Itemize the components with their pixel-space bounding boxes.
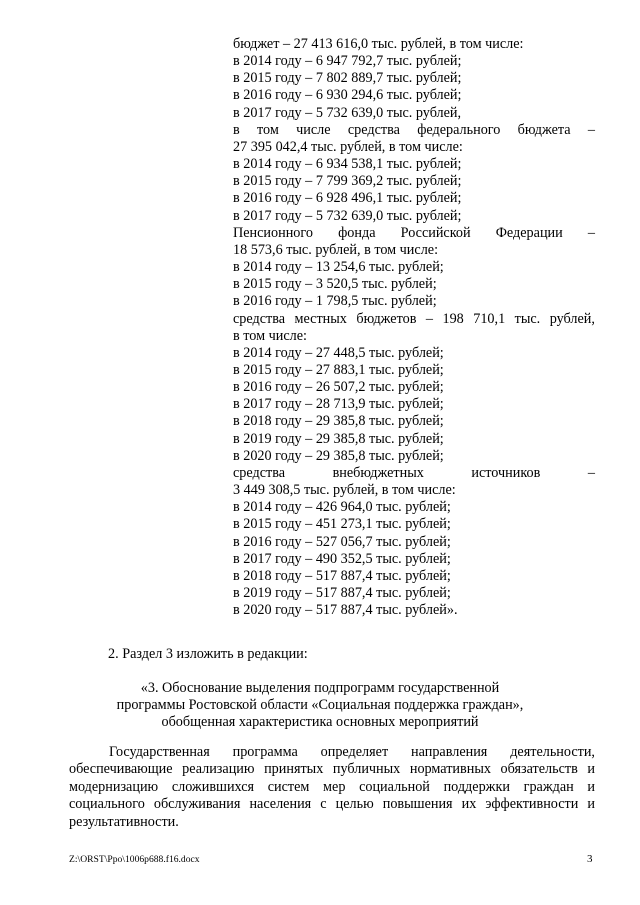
extra-line: в 2016 году – 527 056,7 тыс. рублей; (233, 533, 451, 550)
heading-line: программы Ростовской области «Социальная поддержка граждан», (116, 697, 524, 714)
heading-line: обобщенная характеристика основных мероприятий (161, 714, 479, 731)
word: Пенсионного (233, 224, 313, 241)
pension-line: в 2014 году – 13 254,6 тыс. рублей; (233, 259, 444, 276)
local-line: в 2015 году – 27 883,1 тыс. рублей; (233, 361, 444, 378)
word: бюджетов (356, 310, 417, 327)
extra-line: 3 449 308,5 тыс. рублей, в том числе: (233, 482, 456, 499)
federal-line: в 2015 году – 7 799 369,2 тыс. рублей; (233, 173, 462, 190)
word: Федерации (495, 224, 563, 241)
local-line: в 2014 году – 27 448,5 тыс. рублей; (233, 344, 444, 361)
word: – (587, 464, 595, 481)
extra-line: в 2019 году – 517 887,4 тыс. рублей; (233, 585, 451, 601)
word: в (233, 121, 240, 138)
word: 710,1 (473, 310, 506, 327)
page-number: 3 (587, 853, 593, 865)
word: деятельности, (510, 744, 595, 760)
paragraph-line (69, 744, 595, 761)
local-line: в 2016 году – 26 507,2 тыс. рублей; (233, 379, 444, 396)
word: определяет (320, 744, 389, 760)
word: 198 (442, 310, 464, 327)
word: модернизацию (69, 778, 159, 795)
federal-intro-line (233, 122, 595, 139)
heading-line: «3. Обоснование выделения подпрограмм государственной (140, 680, 500, 696)
paragraph-line (69, 779, 595, 796)
word: рублей, (549, 310, 595, 327)
word: обеспечивающие (69, 761, 173, 778)
word: эффективности (485, 796, 579, 813)
word: направления (411, 744, 488, 760)
budget-line: в 2016 году – 6 930 294,6 тыс. рублей; (233, 87, 462, 104)
pension-line: в 2015 году – 3 520,5 тыс. рублей; (233, 276, 437, 293)
word: принятых (264, 761, 324, 778)
word: реализацию (182, 761, 255, 778)
word: социальной (359, 778, 430, 795)
word: граждан (523, 778, 574, 795)
word: бюджета (517, 121, 571, 138)
word: населения (249, 796, 312, 813)
word: публичных (332, 761, 401, 778)
extra-intro-line (233, 465, 595, 482)
word: местных (294, 310, 347, 327)
word: средства (233, 310, 286, 327)
word: и (587, 796, 595, 813)
word: тыс. (514, 310, 541, 327)
federal-line: 27 395 042,4 тыс. рублей, в том числе: (233, 138, 463, 155)
word: – (587, 224, 595, 241)
amendment-item: 2. Раздел 3 изложить в редакции: (108, 646, 308, 662)
word: и (587, 778, 595, 795)
word: поддержки (443, 778, 510, 795)
paragraph-line (69, 796, 595, 813)
local-line: в 2020 году – 29 385,8 тыс. рублей; (233, 447, 444, 464)
word: мер (323, 778, 346, 795)
extra-line: в 2015 году – 451 273,1 тыс. рублей; (233, 516, 451, 533)
word: средства (347, 121, 400, 138)
word: и (587, 761, 595, 778)
budget-column (233, 36, 595, 619)
local-line: в том числе: (233, 327, 307, 344)
word: источников (471, 464, 541, 481)
extra-line: в 2020 году – 517 887,4 тыс. рублей». (233, 602, 458, 619)
budget-line: в 2014 году – 6 947 792,7 тыс. рублей; (233, 53, 462, 70)
word: том (257, 121, 279, 138)
word: обслуживания (153, 796, 241, 813)
word: программа (232, 744, 298, 760)
word: фонда (338, 224, 376, 241)
federal-line: в 2016 году – 6 928 496,1 тыс. рублей; (233, 190, 462, 207)
local-intro-line (233, 311, 595, 328)
word: внебюджетных (332, 464, 424, 481)
extra-line: в 2017 году – 490 352,5 тыс. рублей; (233, 550, 451, 567)
federal-line: в 2017 году – 5 732 639,0 тыс. рублей; (233, 207, 462, 224)
budget-line: в 2015 году – 7 802 889,7 тыс. рублей; (233, 70, 462, 87)
word: – (425, 310, 433, 327)
word: целью (335, 796, 374, 813)
word: Государственная (109, 744, 210, 760)
word: – (587, 121, 595, 138)
local-line: в 2017 году – 28 713,9 тыс. рублей; (233, 396, 444, 413)
pension-line: в 2016 году – 1 798,5 тыс. рублей; (233, 293, 437, 310)
file-path: Z:\ORST\Ppo\1006p688.f16.docx (69, 854, 200, 865)
paragraph-line (69, 761, 595, 778)
pension-line: 18 573,6 тыс. рублей, в том числе: (233, 241, 439, 258)
section-heading (60, 680, 580, 732)
word: числе (296, 121, 331, 138)
word: с (320, 796, 327, 813)
word: федерального (417, 121, 501, 138)
word: социального (69, 796, 145, 813)
word: нормативных (409, 761, 491, 778)
extra-line: в 2018 году – 517 887,4 тыс. рублей; (233, 567, 451, 584)
federal-line: в 2014 году – 6 934 538,1 тыс. рублей; (233, 156, 462, 173)
word: Российской (400, 224, 471, 241)
local-line: в 2019 году – 29 385,8 тыс. рублей; (233, 430, 444, 447)
word: повышения (382, 796, 453, 813)
paragraph-line: результативности. (69, 813, 179, 830)
local-line: в 2018 году – 29 385,8 тыс. рублей; (233, 413, 444, 430)
word: обязательств (500, 761, 578, 778)
word: их (461, 796, 477, 813)
word: систем (267, 778, 310, 795)
word: сложившихся (171, 778, 255, 795)
word: средства (233, 464, 286, 481)
body-paragraph (69, 744, 595, 831)
pension-intro-line (233, 225, 595, 242)
budget-line: в 2017 году – 5 732 639,0 тыс. рублей, (233, 104, 462, 121)
budget-line: бюджет – 27 413 616,0 тыс. рублей, в том числе: (233, 36, 524, 52)
extra-line: в 2014 году – 426 964,0 тыс. рублей; (233, 499, 451, 516)
